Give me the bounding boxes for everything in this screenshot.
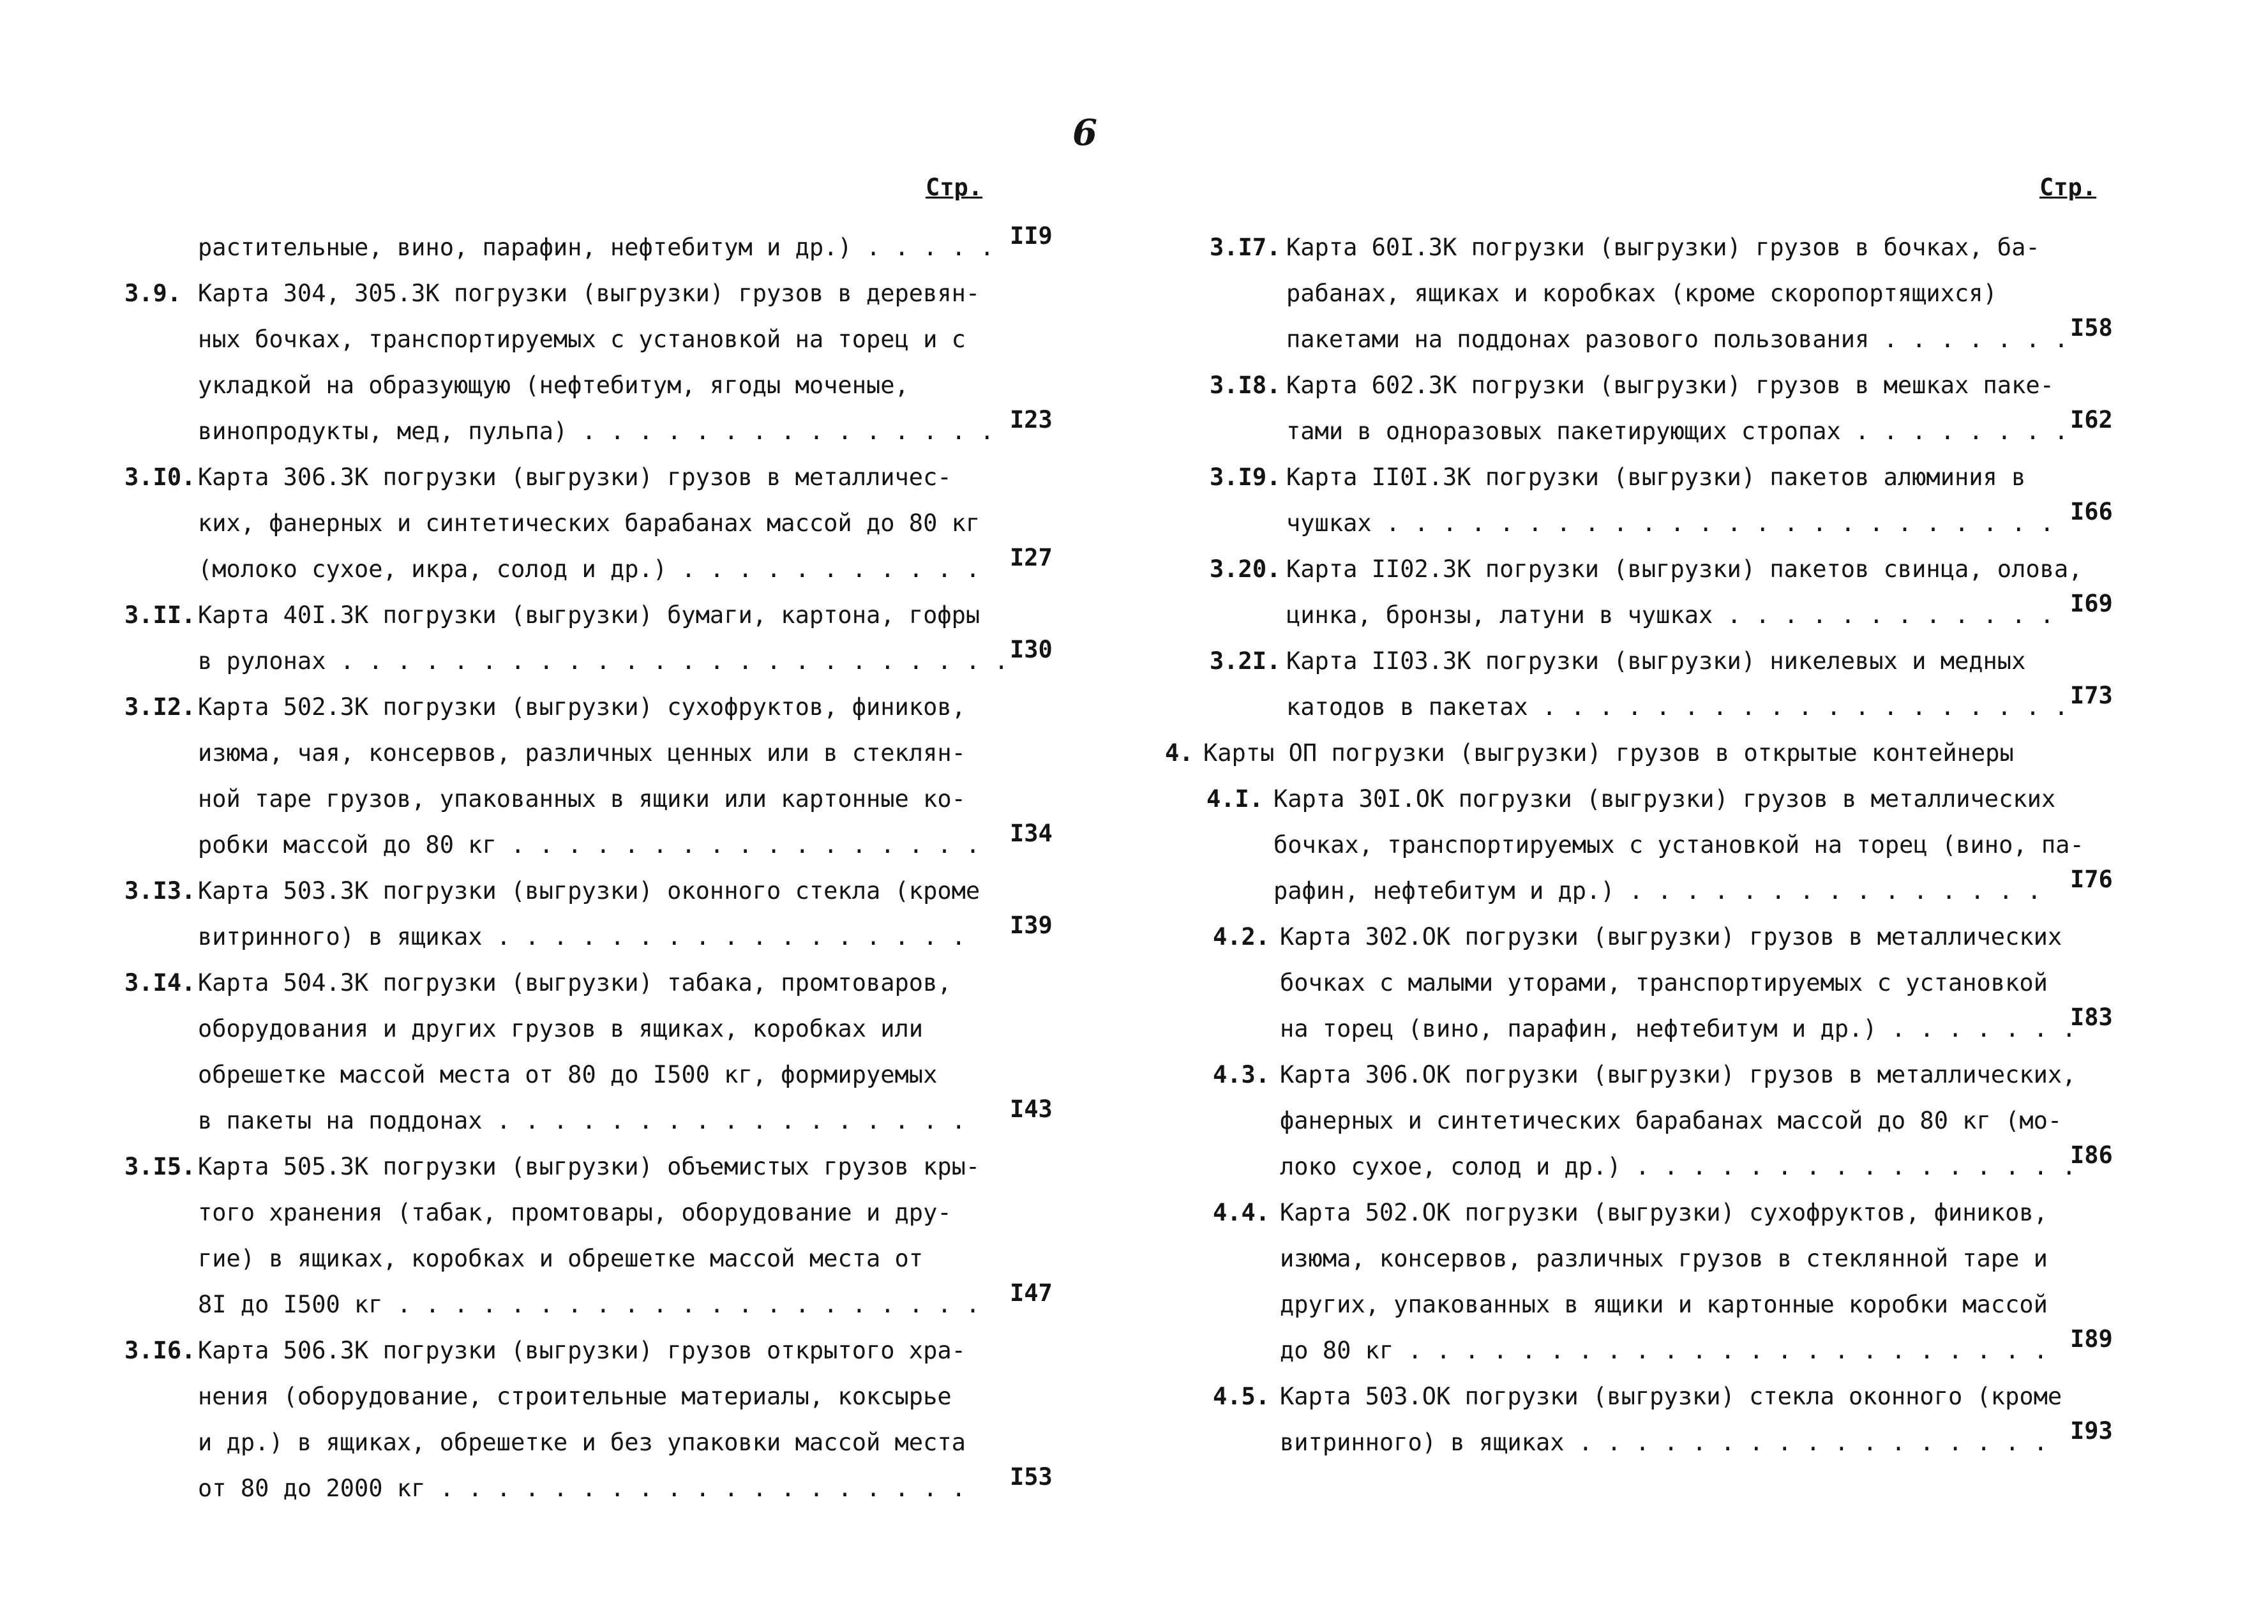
toc-entry-line: чушках . . . . . . . . . . . . . . . . . . . . . . . . bbox=[1286, 509, 2054, 537]
toc-entry-line: ких, фанерных и синтетических барабанах массой до 80 кг bbox=[198, 509, 980, 537]
toc-entry-line: пакетами на поддонах разового пользования . . . . . . . bbox=[1286, 326, 2069, 353]
toc-entry-line: Карта 503.3К погрузки (выгрузки) оконного стекла (кроме bbox=[198, 877, 980, 905]
toc-entry-page: I89 bbox=[2070, 1325, 2113, 1353]
toc-entry-number: 3.I2. bbox=[124, 693, 196, 721]
page-column-header: Стр. bbox=[2039, 174, 2097, 201]
toc-entry-line: Карта 502.ОК погрузки (выгрузки) сухофруктов, фиников, bbox=[1280, 1199, 2048, 1226]
toc-entry-number: 3.I4. bbox=[124, 969, 196, 996]
toc-entry-line: витринного) в ящиках . . . . . . . . . . . . . . . . . bbox=[198, 923, 966, 951]
toc-entry-line: Карта 505.3К погрузки (выгрузки) объемистых грузов кры- bbox=[198, 1153, 980, 1180]
toc-entry-line: обрешетке массой места от 80 до I500 кг, формируемых bbox=[198, 1061, 938, 1088]
toc-entry-number: 3.I7. bbox=[1210, 234, 1281, 261]
toc-entry-line: и др.) в ящиках, обрешетке и без упаковки массой места bbox=[198, 1429, 966, 1456]
toc-entry-line: бочках с малыми уторами, транспортируемых с установкой bbox=[1280, 969, 2048, 996]
toc-entry-line: катодов в пакетах . . . . . . . . . . . . . . . . . . . bbox=[1286, 693, 2069, 721]
toc-entry-line: Карта 304, 305.3К погрузки (выгрузки) грузов в деревян- bbox=[198, 280, 980, 307]
toc-right-column bbox=[1159, 0, 2145, 1624]
toc-entry-line: нения (оборудование, строительные материалы, коксырье bbox=[198, 1383, 952, 1410]
toc-entry-line: укладкой на образующую (нефтебитум, ягоды моченые, bbox=[198, 372, 909, 399]
toc-entry-number: 3.I9. bbox=[1210, 463, 1281, 491]
toc-entry-page: I66 bbox=[2070, 498, 2113, 525]
toc-entry-page: I47 bbox=[1010, 1279, 1053, 1307]
toc-entry-line: Карта 60I.3К погрузки (выгрузки) грузов в бочках, ба- bbox=[1286, 234, 2040, 261]
toc-left-column bbox=[115, 0, 1101, 1624]
toc-entry-line: Карта 506.3К погрузки (выгрузки) грузов открытого хра- bbox=[198, 1337, 966, 1364]
toc-entry-number: 4. bbox=[1165, 739, 1194, 767]
toc-entry-page: I34 bbox=[1010, 820, 1053, 847]
toc-entry-line: Карта 306.3К погрузки (выгрузки) грузов в металличес- bbox=[198, 463, 952, 491]
toc-entry-number: 3.2I. bbox=[1210, 647, 1281, 675]
toc-entry-line: рабанах, ящиках и коробках (кроме скоропортящихся) bbox=[1286, 280, 1997, 307]
toc-entry-line: других, упакованных в ящики и картонные коробки массой bbox=[1280, 1291, 2048, 1318]
toc-entry-number: 3.I8. bbox=[1210, 372, 1281, 399]
toc-entry-page: I43 bbox=[1010, 1095, 1053, 1123]
toc-entry-line: до 80 кг . . . . . . . . . . . . . . . . . . . . . . . bbox=[1280, 1337, 2048, 1364]
toc-entry-line: (молоко сухое, икра, солод и др.) . . . . . . . . . . . bbox=[198, 555, 980, 583]
toc-entry-line: Карта II02.3К погрузки (выгрузки) пакетов свинца, олова, bbox=[1286, 555, 2083, 583]
toc-entry-line: Карты ОП погрузки (выгрузки) грузов в открытые контейнеры bbox=[1203, 739, 2014, 767]
toc-entry-number: 3.II. bbox=[124, 601, 196, 629]
toc-entry-line: Карта 503.ОК погрузки (выгрузки) стекла оконного (кроме bbox=[1280, 1383, 2062, 1410]
toc-entry-line: того хранения (табак, промтовары, оборудование и дру- bbox=[198, 1199, 952, 1226]
toc-entry-line: винопродукты, мед, пульпа) . . . . . . . . . . . . . . . bbox=[198, 417, 995, 445]
toc-entry-number: 4.2. bbox=[1213, 923, 1270, 951]
toc-entry-line: 8I до I500 кг . . . . . . . . . . . . . . . . . . . . . bbox=[198, 1291, 980, 1318]
toc-entry-number: 4.4. bbox=[1213, 1199, 1270, 1226]
toc-entry-page: I39 bbox=[1010, 912, 1053, 939]
toc-entry-number: 3.I6. bbox=[124, 1337, 196, 1364]
toc-entry-number: 4.I. bbox=[1206, 785, 1264, 813]
toc-entry-line: Карта 30I.ОК погрузки (выгрузки) грузов в металлических bbox=[1273, 785, 2056, 813]
toc-entry-line: Карта 306.ОК погрузки (выгрузки) грузов в металлических, bbox=[1280, 1061, 2076, 1088]
toc-entry-line: робки массой до 80 кг . . . . . . . . . . . . . . . . . bbox=[198, 831, 980, 859]
toc-entry-page: I93 bbox=[2070, 1417, 2113, 1445]
toc-entry-number: 4.3. bbox=[1213, 1061, 1270, 1088]
toc-entry-number: 3.I3. bbox=[124, 877, 196, 905]
toc-entry-page: I53 bbox=[1010, 1463, 1053, 1491]
toc-entry-line: Карта 302.ОК погрузки (выгрузки) грузов в металлических bbox=[1280, 923, 2062, 951]
toc-entry-line: Карта II0I.3К погрузки (выгрузки) пакетов алюминия в bbox=[1286, 463, 2026, 491]
toc-entry-line: фанерных и синтетических барабанах массой до 80 кг (мо- bbox=[1280, 1107, 2062, 1134]
toc-entry-page: I69 bbox=[2070, 590, 2113, 617]
toc-entry-number: 3.I0. bbox=[124, 463, 196, 491]
toc-entry-line: изюма, консервов, различных грузов в стеклянной таре и bbox=[1280, 1245, 2048, 1272]
toc-entry-line: в рулонах . . . . . . . . . . . . . . . . . . . . . . . . bbox=[198, 647, 1009, 675]
toc-entry-line: бочках, транспортируемых с установкой на торец (вино, па- bbox=[1273, 831, 2084, 859]
page-column-header: Стр. bbox=[926, 174, 983, 201]
toc-entry-line: от 80 до 2000 кг . . . . . . . . . . . . . . . . . . . bbox=[198, 1475, 966, 1502]
toc-entry-page: I76 bbox=[2070, 866, 2113, 893]
toc-entry-page: II9 bbox=[1010, 222, 1053, 250]
toc-entry-number: 4.5. bbox=[1213, 1383, 1270, 1410]
toc-entry-line: Карта 602.3К погрузки (выгрузки) грузов в мешках паке- bbox=[1286, 372, 2054, 399]
toc-entry-page: I83 bbox=[2070, 1004, 2113, 1031]
toc-entry-line: витринного) в ящиках . . . . . . . . . . . . . . . . . bbox=[1280, 1429, 2048, 1456]
toc-entry-line: на торец (вино, парафин, нефтебитум и др.) . . . . . . . bbox=[1280, 1015, 2076, 1042]
toc-entry-line: оборудования и других грузов в ящиках, коробках или bbox=[198, 1015, 924, 1042]
toc-entry-page: I62 bbox=[2070, 406, 2113, 433]
toc-entry-line: гие) в ящиках, коробках и обрешетке массой места от bbox=[198, 1245, 924, 1272]
toc-entry-page: I86 bbox=[2070, 1141, 2113, 1169]
toc-entry-line: Карта 40I.3К погрузки (выгрузки) бумаги, картона, гофры bbox=[198, 601, 980, 629]
toc-entry-line: растительные, вино, парафин, нефтебитум и др.) . . . . . bbox=[198, 234, 995, 261]
toc-entry-line: изюма, чая, консервов, различных ценных или в стеклян- bbox=[198, 739, 966, 767]
page-number: 6 bbox=[1072, 112, 1097, 154]
toc-entry-line: цинка, бронзы, латуни в чушках . . . . . . . . . . . . bbox=[1286, 601, 2054, 629]
toc-entry-number: 3.20. bbox=[1210, 555, 1281, 583]
toc-entry-page: I30 bbox=[1010, 636, 1053, 663]
toc-entry-line: ной таре грузов, упакованных в ящики или картонные ко- bbox=[198, 785, 966, 813]
toc-entry-page: I58 bbox=[2070, 314, 2113, 342]
toc-entry-line: рафин, нефтебитум и др.) . . . . . . . . . . . . . . . bbox=[1273, 877, 2041, 905]
toc-entry-page: I23 bbox=[1010, 406, 1053, 433]
toc-entry-line: в пакеты на поддонах . . . . . . . . . . . . . . . . . bbox=[198, 1107, 966, 1134]
toc-entry-line: Карта 504.3К погрузки (выгрузки) табака, промтоваров, bbox=[198, 969, 952, 996]
toc-entry-line: Карта II03.3К погрузки (выгрузки) никелевых и медных bbox=[1286, 647, 2026, 675]
toc-entry-line: тами в одноразовых пакетирующих стропах . . . . . . . . bbox=[1286, 417, 2069, 445]
toc-entry-number: 3.9. bbox=[124, 280, 182, 307]
toc-entry-page: I27 bbox=[1010, 544, 1053, 571]
toc-entry-line: локо сухое, солод и др.) . . . . . . . . . . . . . . . . bbox=[1280, 1153, 2076, 1180]
toc-entry-line: ных бочках, транспортируемых с установкой на торец и с bbox=[198, 326, 966, 353]
toc-entry-line: Карта 502.3К погрузки (выгрузки) сухофруктов, фиников, bbox=[198, 693, 966, 721]
toc-entry-number: 3.I5. bbox=[124, 1153, 196, 1180]
toc-entry-page: I73 bbox=[2070, 682, 2113, 709]
